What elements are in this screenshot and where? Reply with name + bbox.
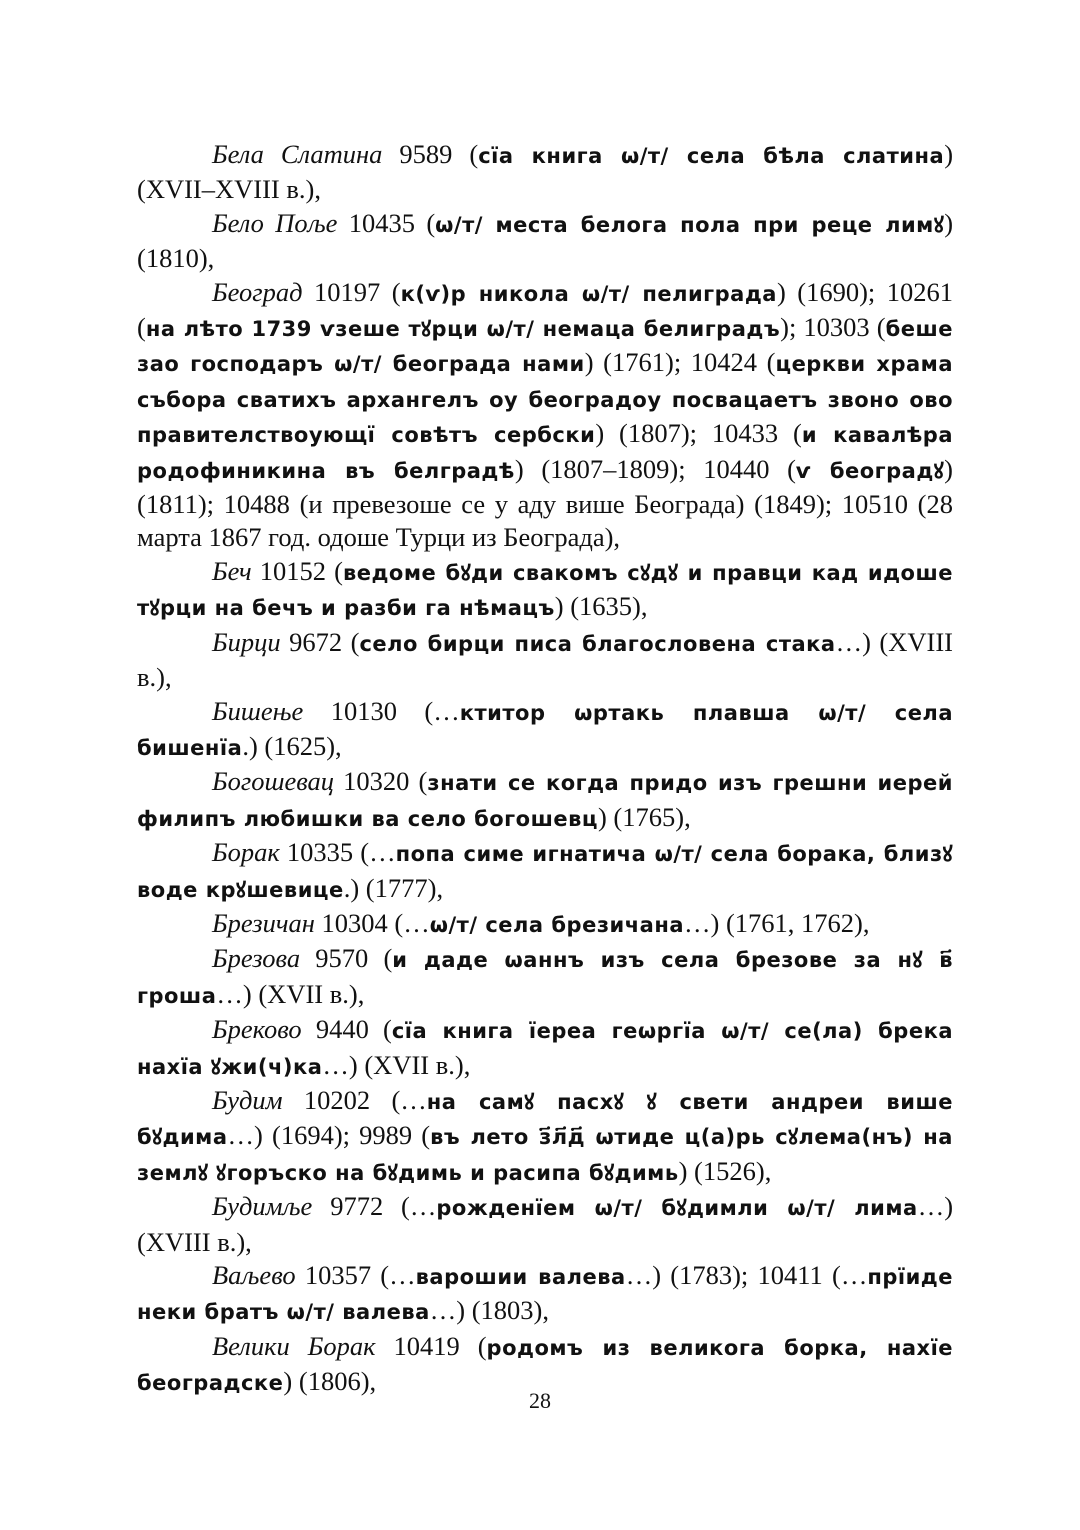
page-number: 28	[529, 1388, 551, 1413]
old-script-quote: ѡ/т/ места белога пола при реце лимꙋ	[435, 212, 945, 237]
place-name: Брезичан	[212, 907, 315, 938]
entry-text: …) (XVII в.),	[322, 1049, 471, 1080]
place-name: Бишење	[212, 695, 304, 726]
entry-text: 10419 (	[375, 1330, 487, 1361]
entry-text: …) (1783); 10411 (…	[625, 1260, 868, 1290]
entry-text: 9772 (…	[312, 1191, 437, 1222]
entry-text: 10304 (…	[314, 907, 430, 938]
entry-text: 9440 (	[301, 1014, 392, 1045]
index-entry	[137, 765, 953, 836]
index-entry	[137, 1013, 953, 1084]
index-entry	[137, 1259, 953, 1330]
entry-text: 10320 (	[334, 766, 428, 797]
place-name: Беч	[212, 555, 252, 586]
entry-text: ) (1807–1809); 10440 (	[514, 453, 796, 484]
entry-text: .) (1777),	[343, 872, 444, 903]
index-entry	[137, 942, 953, 1013]
old-script-quote: сїа книга ѡ/т/ села бѣла слатина	[478, 144, 945, 168]
entry-text: ) (1807); 10433 (	[595, 418, 802, 449]
old-script-quote: знати се когда придо изъ грешни иерей филипъ любишки ва село богошевц	[137, 771, 953, 831]
entry-text: ) (1690); 10261 (	[137, 276, 954, 343]
index-entry	[137, 1084, 953, 1190]
old-script-quote: родомъ из великога борка, нахїе београдске	[137, 1335, 954, 1396]
place-name: Бирци	[212, 626, 281, 657]
place-name: Будимље	[212, 1191, 313, 1222]
entry-text: 9589 (	[382, 139, 479, 169]
place-name: Велики Борак	[212, 1330, 376, 1361]
entry-text: 10152 (	[251, 555, 343, 586]
old-script-quote: к(ѵ)р никола ѡ/т/ пелиграда	[400, 281, 777, 306]
entry-text: ); 10303 (	[780, 312, 886, 343]
old-script-quote: ѡ/т/ села брезичана	[429, 912, 685, 937]
entry-text: …) (1761, 1762),	[684, 907, 870, 938]
place-name: Бела Слатина	[212, 139, 383, 169]
old-script-quote: и кавалѣра родофиникина въ белградѣ	[137, 423, 953, 483]
entry-text: ) (1526),	[678, 1155, 772, 1186]
old-script-quote: беше зао господаръ ѡ/т/ београда нами	[137, 317, 954, 377]
index-entry	[137, 626, 953, 695]
entry-text: ) (1635),	[554, 591, 648, 622]
entry-text: …) (XVIII в.),	[137, 1191, 954, 1257]
entry-text: …) (1694); 9989 (	[227, 1120, 431, 1151]
old-script-quote: попа симе игнатича ѡ/т/ села борака, близꙋ воде крꙋшевице	[137, 842, 954, 902]
place-name: Бреково	[212, 1014, 302, 1045]
index-entry	[137, 276, 953, 555]
old-script-quote: прїиде неки братъ ѡ/т/ валева	[137, 1265, 953, 1325]
old-script-quote: ѵ београдꙋ	[795, 458, 945, 483]
entry-text: 10435 (	[337, 207, 436, 238]
place-name: Будим	[212, 1084, 283, 1115]
entry-text: ) (XVII–XVIII в.),	[137, 139, 954, 205]
index-entry	[137, 695, 953, 766]
entry-text: 9570 (	[300, 943, 393, 974]
old-script-quote: въ лето з҃л҃д҃ ѡтиде ц(а)рь сꙋлема(нъ) на землꙋ ꙋгоръско на бꙋдимь и расипа бꙋдимь	[137, 1125, 953, 1185]
place-name: Брезова	[212, 943, 301, 974]
entry-text: ) (1810),	[137, 207, 954, 274]
index-entry	[137, 138, 953, 207]
old-script-quote: село бирци писа благословена стака	[359, 631, 836, 656]
old-script-quote: сїа книга ïереа геѡргїа ѡ/т/ се(ла) брека нахїа ꙋжи(ч)ка	[137, 1019, 954, 1079]
entry-text: ) (1806),	[283, 1366, 377, 1397]
entry-text: .) (1625),	[242, 730, 342, 761]
index-entry	[137, 1190, 953, 1259]
page-body	[137, 138, 953, 1401]
entry-text: 10202 (…	[282, 1084, 427, 1115]
entry-text: 9672 (	[280, 626, 360, 657]
index-entry	[137, 207, 953, 276]
place-name: Бело Поље	[212, 207, 338, 238]
old-script-quote: церкви храма събора сватихъ архангелъ оу београдоу посвацаетъ звоно ово правителствоующї совѣтъ сербски	[137, 352, 953, 448]
place-name: Богошевац	[212, 766, 335, 797]
entry-text: 10130 (…	[303, 695, 460, 726]
old-script-quote: ведоме бꙋди свакомъ сꙋдꙋ и правци кад идоше тꙋрци на бечъ и разби га нѣмацъ	[137, 560, 954, 621]
old-script-quote: варошии валева	[415, 1265, 626, 1289]
index-entry	[137, 907, 953, 942]
entry-text: …) (XVIII в.),	[137, 626, 953, 693]
place-name: Борак	[212, 837, 280, 868]
old-script-quote: ктитор ѡртакь плавша ѡ/т/ села бишенїа	[137, 700, 953, 760]
entry-text: 10335 (…	[279, 837, 396, 868]
entry-text: 10197 (	[302, 276, 401, 307]
entry-text: …) (XVII в.),	[216, 978, 365, 1009]
entry-text: …) (1803),	[429, 1295, 550, 1326]
entry-text: ) (1761); 10424 (	[584, 347, 776, 378]
entry-text: ) (1811); 10488 (и превезоше се у аду више Београда) (1849); 10510 (28 марта 1867 год. одоше Турци из Београда),	[137, 453, 953, 553]
old-script-quote: рожденїем ѡ/т/ бꙋдимли ѡ/т/ лима	[436, 1196, 918, 1221]
entry-text: ) (1765),	[597, 801, 691, 832]
old-script-quote: и даде ѡаннъ изъ села брезове за нꙋ в҃ гроша	[137, 948, 953, 1008]
old-script-quote: на лѣто 1739 ѵзеше тꙋрци ѡ/т/ немаца белиградъ	[145, 317, 781, 342]
place-name: Ваљево	[212, 1260, 296, 1290]
entry-text: 10357 (…	[295, 1260, 416, 1290]
old-script-quote: на самꙋ пасхꙋ ꙋ свети андреи више бꙋдима	[137, 1089, 953, 1150]
index-entry	[137, 836, 953, 907]
place-name: Београд	[212, 276, 303, 307]
index-entry	[137, 555, 953, 626]
